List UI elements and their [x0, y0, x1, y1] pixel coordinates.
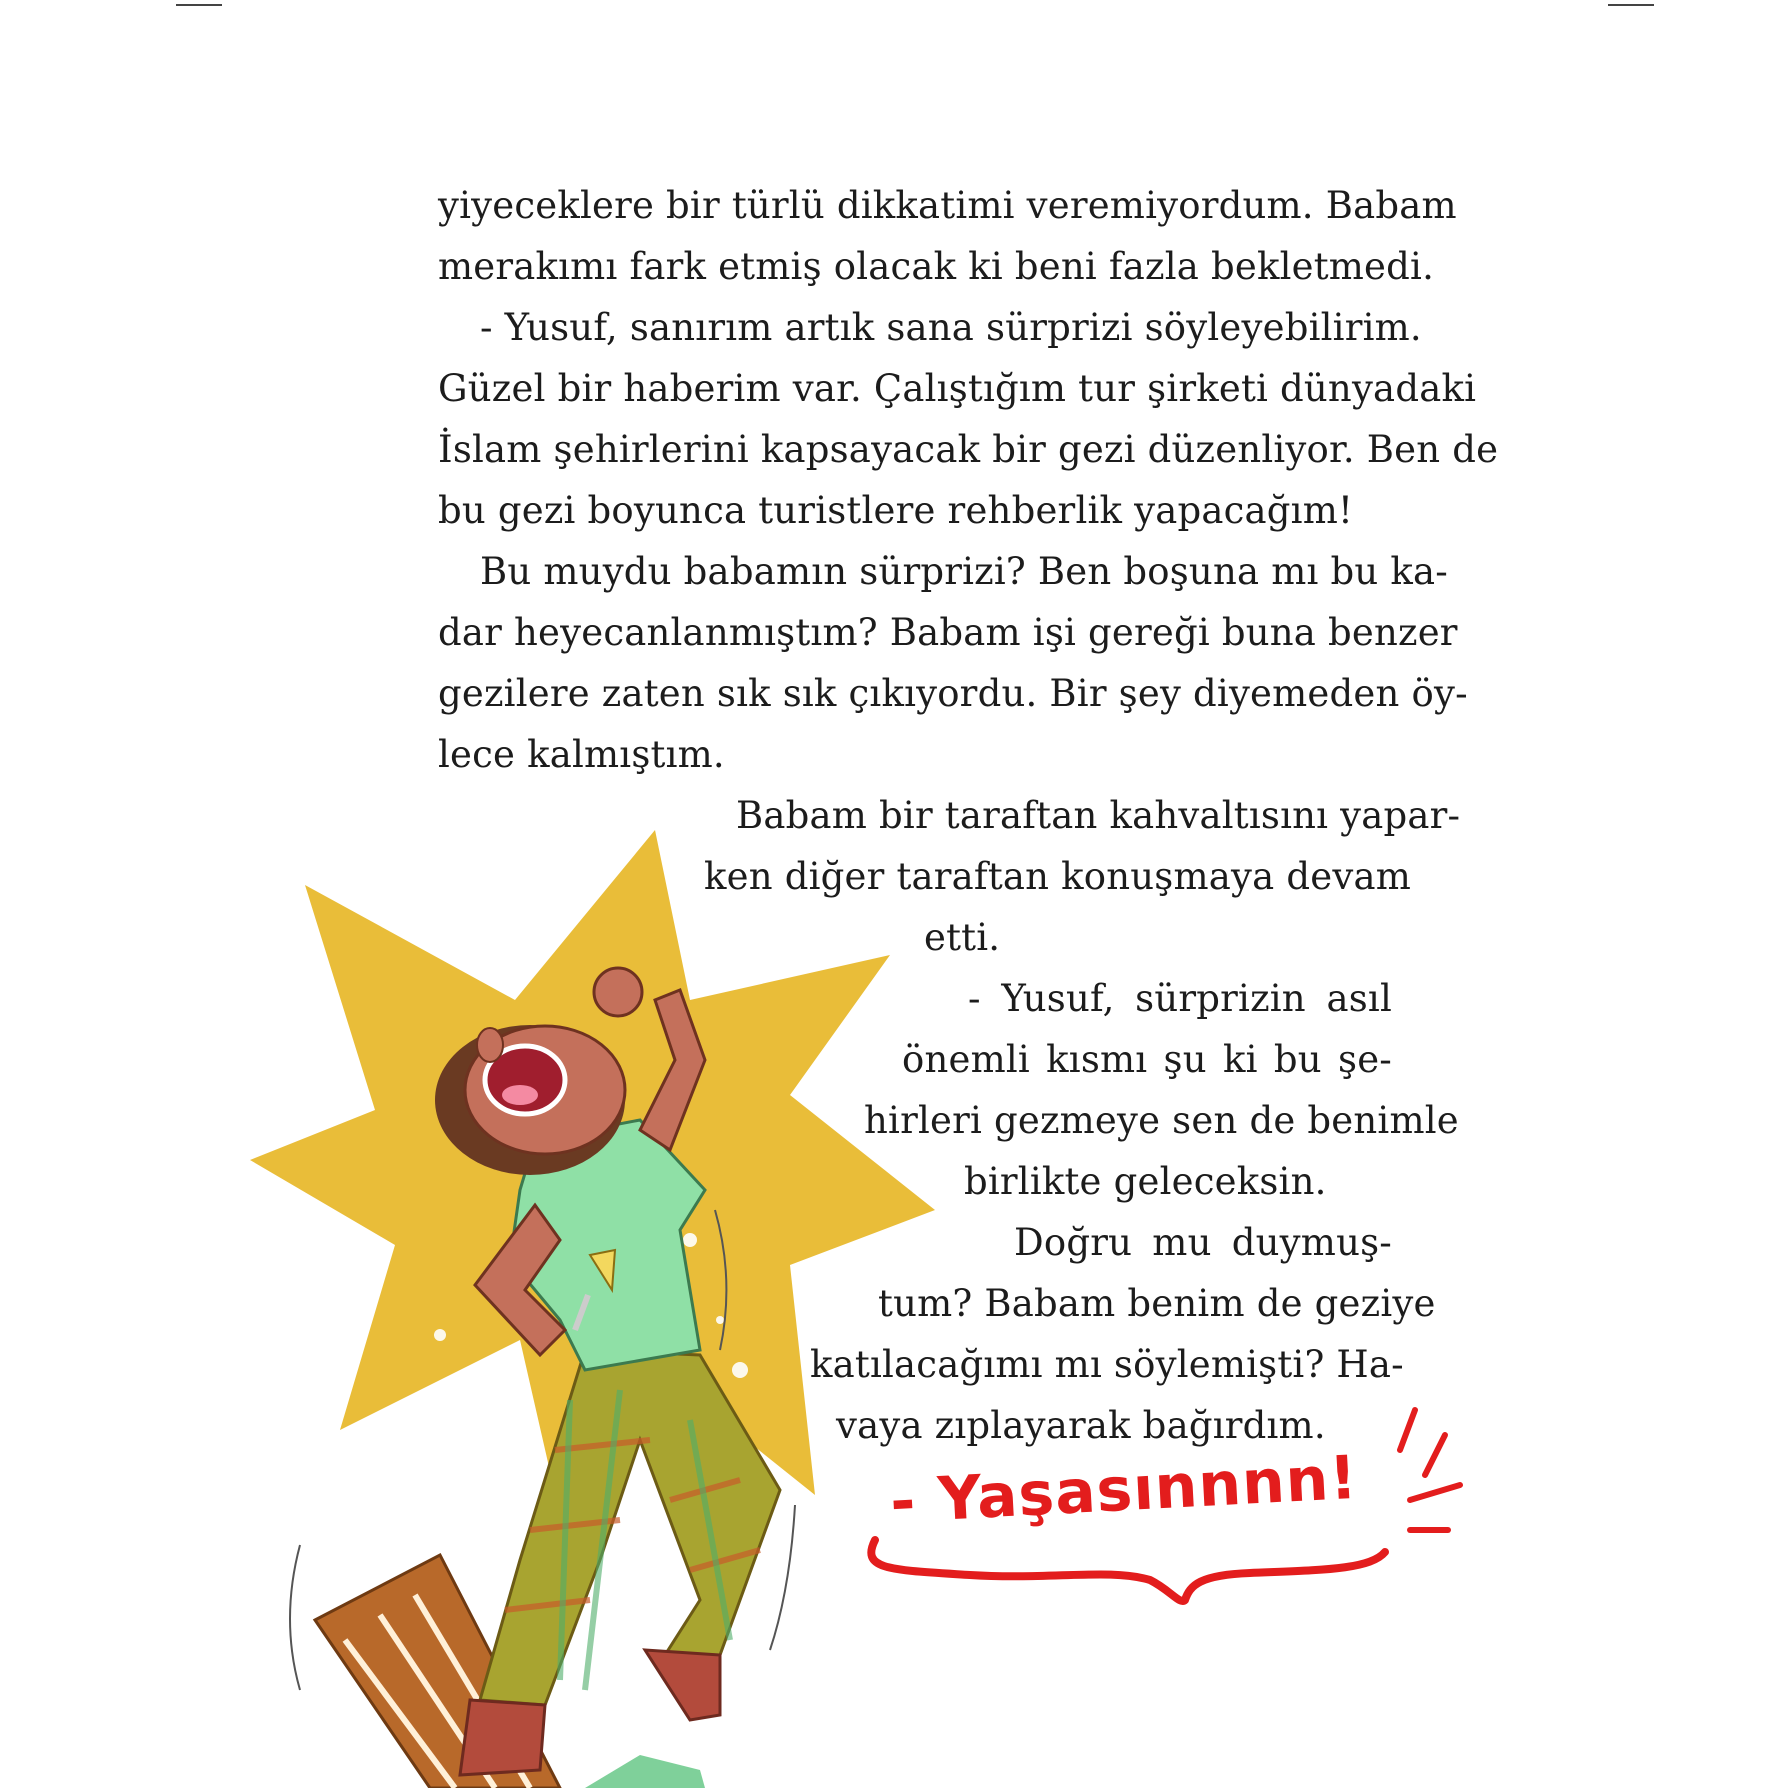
text-line: önemli kısmı şu ki bu şe-	[902, 1038, 1392, 1081]
text-line: Bu muydu babamın sürprizi? Ben boşuna mı bu ka-	[480, 550, 1448, 593]
text-line: merakımı fark etmiş olacak ki beni fazla bekletmedi.	[438, 245, 1435, 288]
text-line: lece kalmıştım.	[438, 733, 725, 776]
text-line: birlikte geleceksin.	[964, 1160, 1327, 1203]
text-line: hirleri gezmeye sen de benimle	[864, 1099, 1459, 1142]
slipper	[460, 1700, 545, 1775]
text-line: bu gezi boyunca turistlere rehberlik yapacağım!	[438, 489, 1354, 532]
illustration-jumping-boy	[0, 780, 1788, 1788]
text-line: Babam bir taraftan kahvaltısını yapar-	[736, 794, 1461, 837]
text-line: - Yusuf, sürprizin asıl	[968, 977, 1392, 1020]
head	[435, 1025, 625, 1175]
text-line: yiyeceklere bir türlü dikkatimi veremiyordum. Babam	[438, 184, 1457, 227]
text-line: dar heyecanlanmıştım? Babam işi gereği buna benzer	[438, 611, 1458, 654]
text-line: tum? Babam benim de geziye	[878, 1282, 1436, 1325]
text-line: - Yusuf, sanırım artık sana sürprizi söyleyebilirim.	[480, 306, 1422, 349]
text-line: Güzel bir haberim var. Çalıştığım tur şirketi dünyadaki	[438, 367, 1477, 410]
text-line: etti.	[924, 916, 1001, 959]
text-line: katılacağımı mı söylemişti? Ha-	[810, 1343, 1404, 1386]
fist	[594, 968, 642, 1016]
speech-underline-swoosh	[850, 1390, 1470, 1620]
crop-mark-left	[176, 4, 222, 6]
text-line: vaya zıplayarak bağırdım.	[836, 1404, 1326, 1447]
text-line: Doğru mu duymuş-	[1014, 1221, 1392, 1264]
slipper	[645, 1650, 720, 1720]
crop-mark-right	[1608, 4, 1654, 6]
exclamation-text: - Yaşasınnnn!	[888, 1442, 1360, 1538]
text-line: gezilere zaten sık sık çıkıyordu. Bir şey diyemeden öy-	[438, 672, 1468, 715]
text-line: İslam şehirlerini kapsayacak bir gezi düzenliyor. Ben de	[438, 428, 1499, 471]
text-line: ken diğer taraftan konuşmaya devam	[704, 855, 1411, 898]
